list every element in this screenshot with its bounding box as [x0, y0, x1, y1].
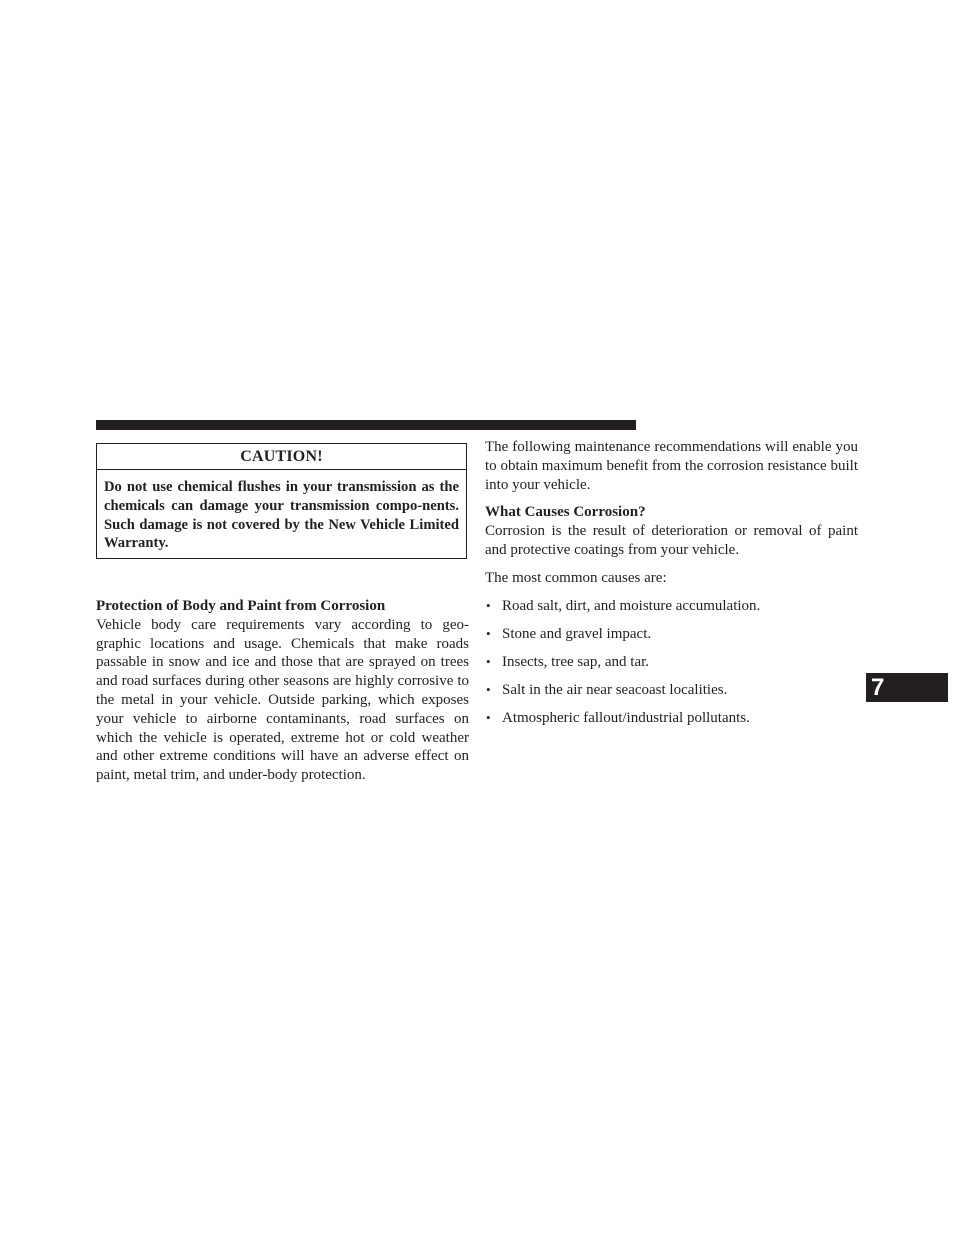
list-item-text: Road salt, dirt, and moisture accumulation. [502, 597, 761, 614]
left-column [96, 597, 469, 785]
chapter-number-tab: 7 [866, 673, 948, 702]
causes-intro-text: The most common causes are: [485, 569, 667, 586]
bullet-icon: • [486, 681, 491, 697]
bullet-icon: • [486, 625, 491, 641]
corrosion-definition-paragraph: Corrosion is the result of deterioration or removal of paint and protective coatings from your vehicle. [485, 523, 858, 558]
bullet-icon: • [486, 709, 491, 725]
list-item-text: Salt in the air near seacoast localities. [502, 681, 728, 698]
maintenance-intro-paragraph: The following maintenance recommendations will enable you to obtain maximum benefit from the corrosion resistance built into your vehicle. [485, 439, 858, 493]
section-heading-corrosion-causes: What Causes Corrosion? [485, 504, 646, 521]
bullet-icon: • [486, 653, 491, 669]
caution-text: Do not use chemical flushes in your transmission as the chemicals can damage your transmission compo-nents. Such damage is not covered by the New Vehicle Limited Warranty. [104, 479, 459, 552]
list-item [485, 681, 858, 700]
list-item-text: Insects, tree sap, and tar. [502, 653, 650, 670]
list-item [485, 625, 858, 644]
caution-box [96, 443, 467, 559]
right-column [485, 438, 858, 737]
section-heading-body-paint-protection: Protection of Body and Paint from Corrosion [96, 598, 386, 614]
list-item-text: Atmospheric fallout/industrial pollutants. [502, 709, 750, 726]
caution-title: CAUTION! [97, 444, 466, 470]
list-item [485, 597, 858, 616]
section-top-rule [96, 420, 636, 430]
list-item [485, 709, 858, 728]
list-item-text: Stone and gravel impact. [502, 625, 652, 642]
bullet-icon: • [486, 597, 491, 613]
causes-list [485, 597, 858, 728]
body-care-paragraph: Vehicle body care requirements vary according to geo-graphic locations and usage. Chemicals that make roads passable in snow and ice and those that are sprayed on trees and road surfaces during other seasons are highly corrosive to the metal in your vehicle. Outside parking, which exposes your vehicle to airborne contaminants, road surfaces on which the vehicle is operated, extreme hot or cold weather and other extreme conditions will have an adverse effect on paint, metal trim, and under-body protection. [96, 616, 469, 784]
list-item [485, 653, 858, 672]
